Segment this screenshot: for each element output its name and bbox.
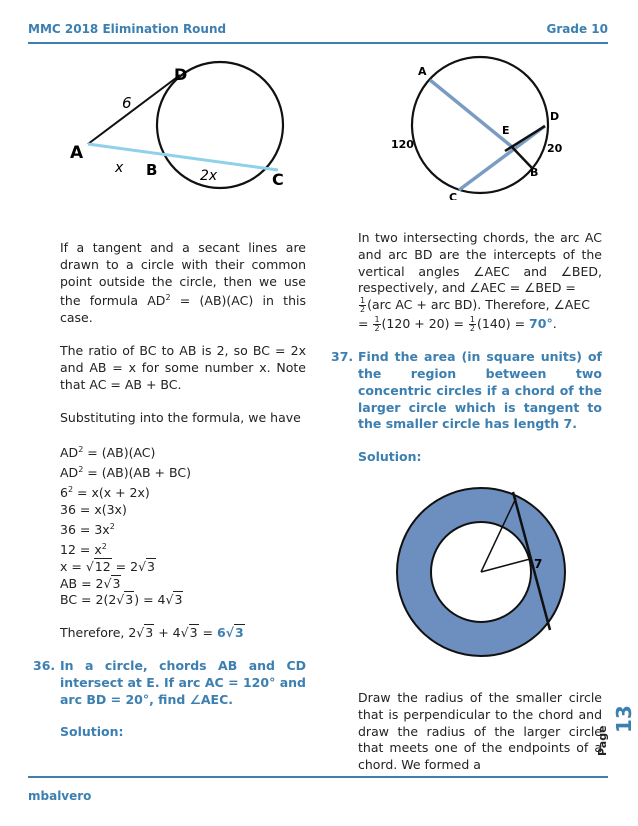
concentric-circles-figure — [393, 482, 573, 662]
question-37: 37. Find the area (in square units) of the region between two concentric circles if a chord of the larger circle which is tangent to the smaller circle has length 7. — [331, 349, 602, 432]
label-c: C — [272, 170, 284, 189]
label-a: A — [70, 143, 84, 163]
answer-70: 70° — [529, 316, 553, 332]
chord-label-b: B — [530, 166, 539, 179]
question-number: 37. — [331, 349, 354, 365]
equation-line: $AD^2 = (AB)(AC)$ — [60, 445, 156, 461]
chord-length-label: 7 — [534, 557, 543, 571]
radius-explanation: Draw the radius of the smaller circle that is perpendicular to the chord and draw the radius of the larger circle that meets one of the endpoints of a chord. We formed a — [358, 690, 602, 773]
fraction-half: $\frac{1}{2}$ — [360, 296, 366, 315]
header-rule — [28, 42, 608, 44]
equation-line: 36 = x(3x) — [60, 502, 127, 518]
page-label: Page — [596, 725, 609, 756]
chords-explanation: In two intersecting chords, the arc AC and arc BD are the intercepts of the vertical angles ∠AEC and ∠BED, respectively, and ∠AEC = ∠BED = $\frac{1}{2}$ (arc AC + arc BD). Therefore, ∠AEC — [358, 230, 602, 315]
footer-author: mbalvero — [28, 789, 92, 803]
label-6: 6 — [122, 94, 132, 112]
intersecting-chords-figure — [385, 50, 575, 200]
equation-line: $36 = 3x^2$ — [60, 521, 115, 538]
arc-20-label: 20 — [547, 142, 563, 155]
page-number: 13 — [612, 705, 636, 733]
label-x: x — [115, 160, 124, 176]
header-grade: Grade 10 — [546, 22, 608, 36]
label-b: B — [146, 161, 158, 179]
equation-line: $12 = x^2$ — [60, 541, 107, 558]
answer-value: 6√3 — [216, 625, 244, 641]
substitution-intro: Substituting into the formula, we have — [60, 409, 301, 425]
final-answer-line: Therefore, 2√3 + 4√3 = 6√3 — [60, 625, 244, 641]
angle-computation: = $\frac{1}{2}$ (120 + 20) = $\frac{1}{2}$ (140) = 70°. — [358, 315, 557, 334]
label-2x: 2x — [200, 168, 218, 184]
page-number-box — [596, 700, 636, 780]
tangent-secant-figure — [60, 60, 320, 210]
question-number: 36. — [33, 658, 56, 674]
tangent-secant-explanation: If a tangent and a secant lines are drawn to a circle with their common point outside the circle, then we use the formula $AD^2 = (AB)(AC)$ in this case. — [60, 240, 306, 326]
chord-label-e: E — [502, 124, 510, 137]
right-column — [331, 230, 602, 466]
equation-line: $AD^2 = (AB)(AB + BC)$ — [60, 465, 191, 481]
equation-line: x = √12 = 2√3 — [60, 558, 155, 574]
footer-rule — [28, 776, 608, 778]
left-column — [33, 240, 306, 741]
ratio-explanation: The ratio of BC to AB is 2, so BC = 2x and AB = x for some number x. Note that AC = AB + BC. — [60, 343, 306, 392]
chord-label-d: D — [550, 110, 560, 123]
equation-line: AB = 2√3 — [60, 575, 121, 591]
solution-heading: Solution: — [60, 724, 124, 740]
question-36: 36. In a circle, chords AB and CD intersect at E. If arc AC = 120° and arc BD = 20°, find ∠AEC. — [33, 658, 306, 707]
right-column-bottom — [358, 690, 602, 774]
chord-label-c: C — [449, 191, 458, 200]
chord-label-a: A — [418, 65, 427, 78]
label-d: D — [174, 65, 188, 84]
arc-120-label: 120 — [391, 138, 414, 151]
equation-line: $6^2 = x(x + 2x)$ — [60, 485, 150, 501]
solution-heading: Solution: — [358, 449, 422, 465]
header-title: MMC 2018 Elimination Round — [28, 22, 227, 36]
equation-line: BC = 2(2√3) = 4√3 — [60, 592, 183, 608]
